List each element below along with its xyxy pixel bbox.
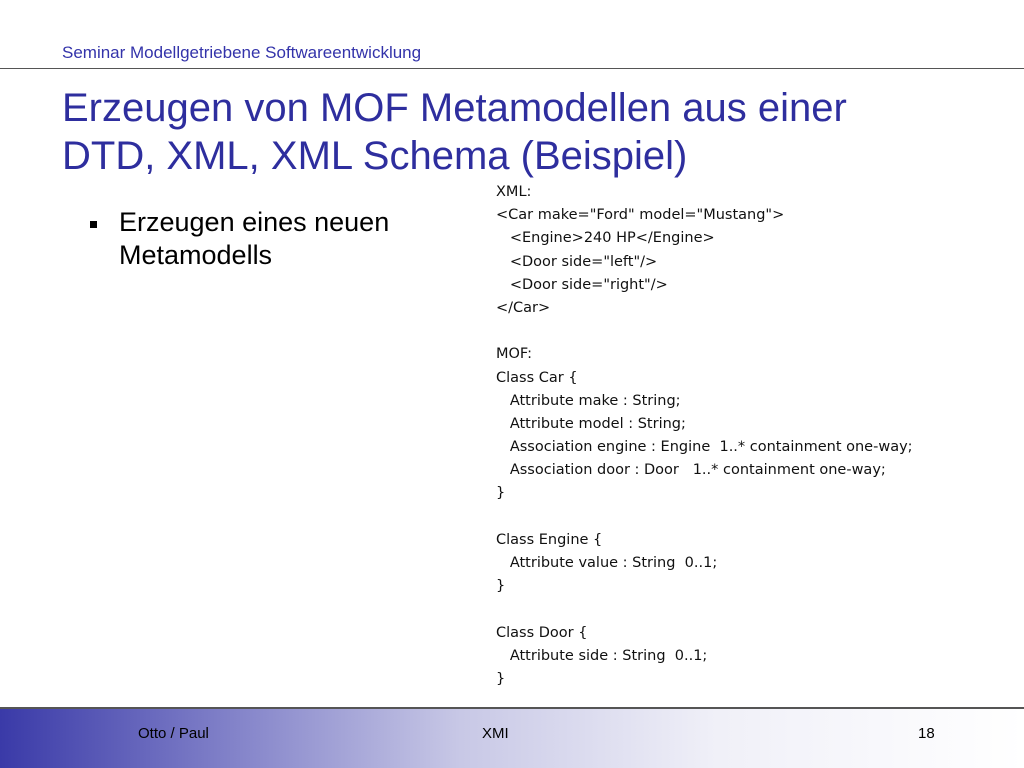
slide-title-line-2: DTD, XML, XML Schema (Beispiel) <box>62 134 688 178</box>
code-line: } <box>496 578 506 595</box>
header-text: Seminar Modellgetriebene Softwareentwicklung <box>62 43 422 62</box>
bullet-item <box>90 206 459 272</box>
code-line: Attribute value : String 0..1; <box>496 555 718 571</box>
code-line: MOF: <box>496 346 533 363</box>
code-line: </Car> <box>496 299 551 316</box>
code-line: Attribute model : String; <box>496 415 686 432</box>
slide-title <box>62 84 962 180</box>
code-line <box>496 598 1006 621</box>
code-line: <Car make="Ford" model="Mustang"> <box>496 207 785 224</box>
header-divider <box>0 68 1024 69</box>
code-line: Association engine : Engine 1..* containment one-way; <box>496 439 913 456</box>
code-line: Attribute make : String; <box>496 392 681 409</box>
code-line: <Door side="right"/> <box>496 276 668 293</box>
code-line <box>496 506 1006 529</box>
code-line: } <box>496 485 506 502</box>
code-line: Class Engine { <box>496 531 603 548</box>
bullet-text: Erzeugen eines neuen Metamodells <box>119 207 390 270</box>
code-line: } <box>496 670 506 687</box>
code-line: Class Car { <box>496 369 578 386</box>
code-line: <Engine>240 HP</Engine> <box>496 230 715 247</box>
slide-title-line-1: Erzeugen von MOF Metamodellen aus einer <box>62 86 847 130</box>
code-line: XML: <box>496 184 532 200</box>
code-line <box>496 320 1006 343</box>
bullet-square-icon <box>90 221 97 228</box>
footer-topic: XMI <box>482 725 509 742</box>
footer-divider <box>0 707 1024 709</box>
code-line: Association door : Door 1..* containment one-way; <box>496 462 886 479</box>
code-line: <Door side="left"/> <box>496 253 658 270</box>
code-line: Class Door { <box>496 624 588 641</box>
footer-page-number: 18 <box>918 725 935 742</box>
code-example <box>496 181 1006 691</box>
footer-author: Otto / Paul <box>138 725 209 742</box>
code-line: Attribute side : String 0..1; <box>496 647 708 664</box>
